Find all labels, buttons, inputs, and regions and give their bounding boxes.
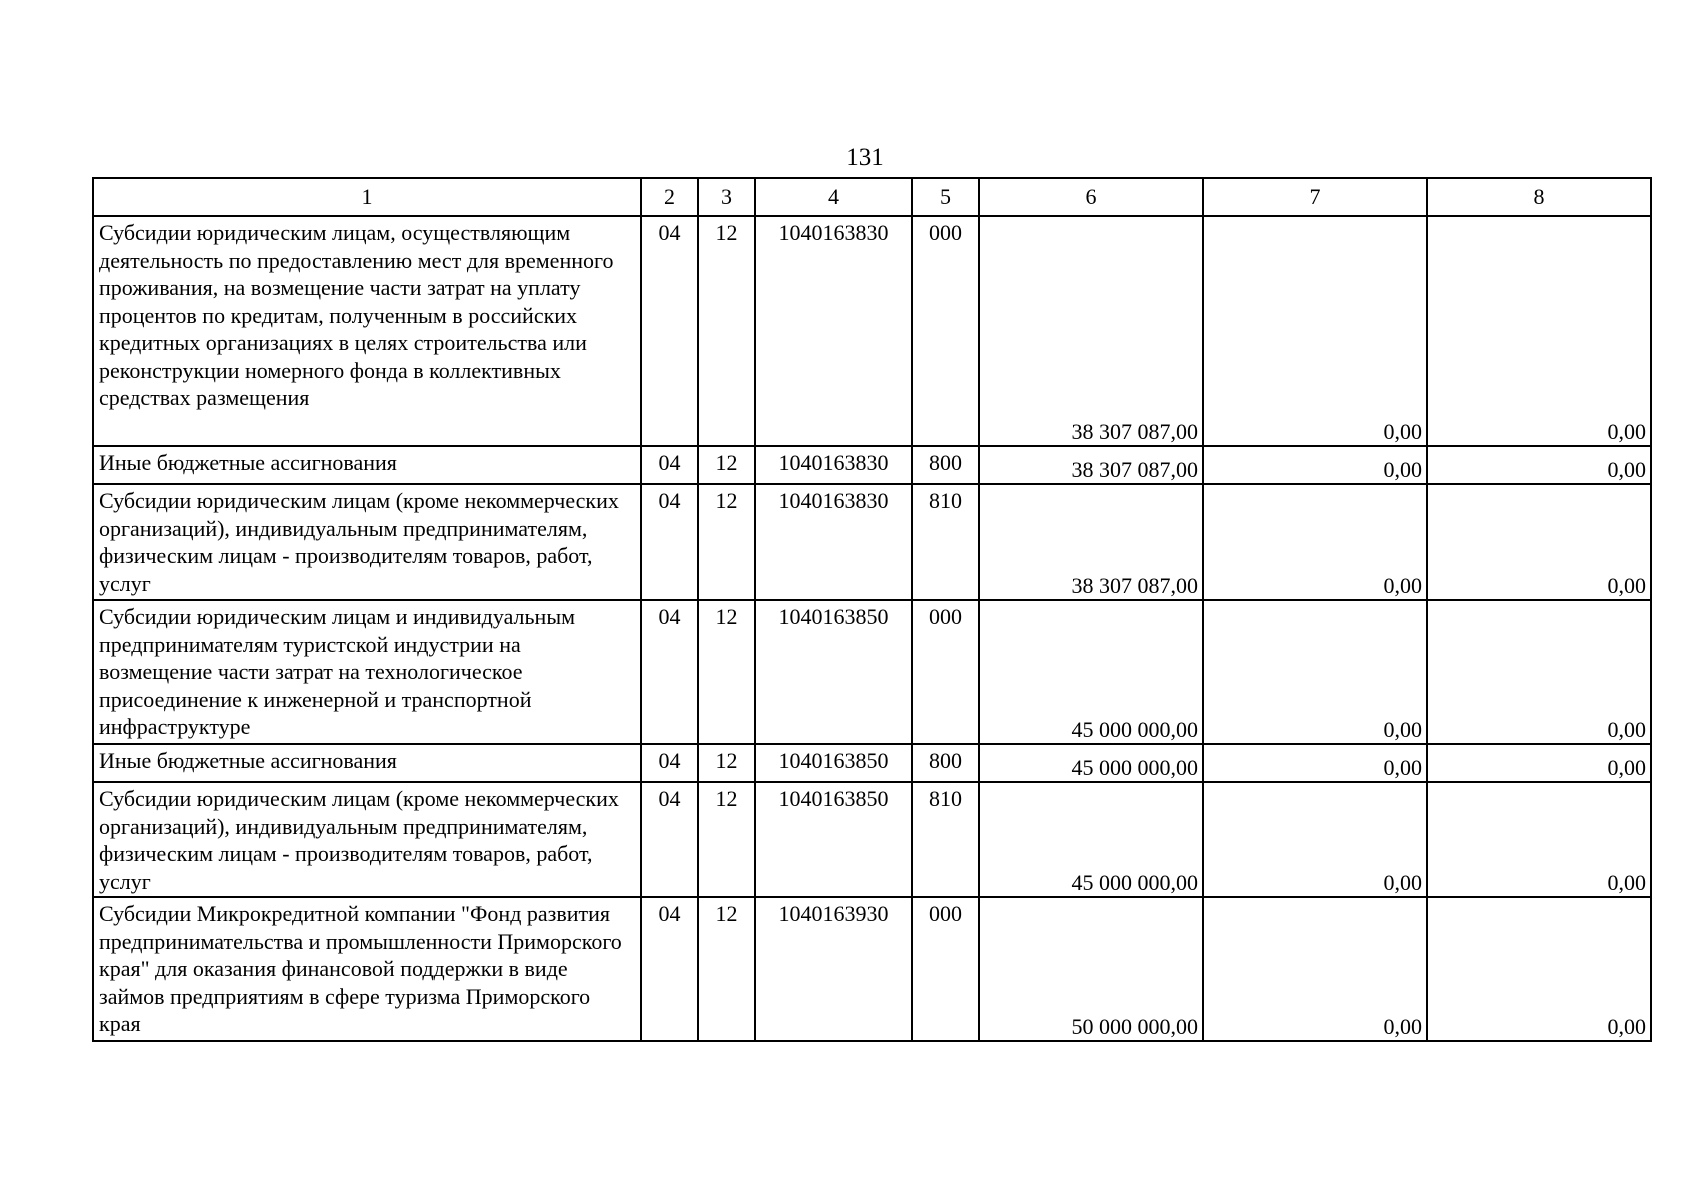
amount-col6: 38 307 087,00 <box>979 484 1203 600</box>
row-name: Субсидии юридическим лицам, осуществляющим деятельность по предоставлению мест для временного проживания, на возмещение части затрат на уплату процентов по кредитам, полученным в российских кредитных организациях в целях строительства или реконструкции номерного фонда в коллективных средствах размещения <box>93 216 641 446</box>
section-code: 04 <box>641 216 698 446</box>
amount-col8: 0,00 <box>1427 484 1651 600</box>
column-header: 4 <box>755 178 912 216</box>
budget-table <box>92 177 1652 1042</box>
amount-col8: 0,00 <box>1427 782 1651 897</box>
row-name: Иные бюджетные ассигнования <box>93 446 641 484</box>
subsection-code: 12 <box>698 216 755 446</box>
subsection-code: 12 <box>698 484 755 600</box>
amount-col6: 38 307 087,00 <box>979 216 1203 446</box>
page-number: 131 <box>846 144 884 171</box>
table-row <box>93 216 1651 446</box>
table-row <box>93 446 1651 484</box>
expense-type-code: 000 <box>912 897 979 1041</box>
column-header: 2 <box>641 178 698 216</box>
target-article-code: 1040163830 <box>755 446 912 484</box>
section-code: 04 <box>641 782 698 897</box>
row-name: Субсидии юридическим лицам (кроме некоммерческих организаций), индивидуальным предпринимателям, физическим лицам - производителям товаров, работ, услуг <box>93 782 641 897</box>
table-row <box>93 484 1651 600</box>
amount-col7: 0,00 <box>1203 216 1427 446</box>
target-article-code: 1040163830 <box>755 484 912 600</box>
subsection-code: 12 <box>698 897 755 1041</box>
column-header: 7 <box>1203 178 1427 216</box>
table-header-row <box>93 178 1651 216</box>
row-name: Субсидии юридическим лицам и индивидуальным предпринимателям туристской индустрии на возмещение части затрат на технологическое присоединение к инженерной и транспортной инфраструктуре <box>93 600 641 744</box>
expense-type-code: 800 <box>912 744 979 782</box>
section-code: 04 <box>641 744 698 782</box>
section-code: 04 <box>641 484 698 600</box>
expense-type-code: 800 <box>912 446 979 484</box>
expense-type-code: 810 <box>912 484 979 600</box>
amount-col8: 0,00 <box>1427 897 1651 1041</box>
target-article-code: 1040163830 <box>755 216 912 446</box>
table-row <box>93 600 1651 744</box>
amount-col8: 0,00 <box>1427 446 1651 484</box>
column-header: 1 <box>93 178 641 216</box>
target-article-code: 1040163850 <box>755 744 912 782</box>
section-code: 04 <box>641 897 698 1041</box>
amount-col6: 45 000 000,00 <box>979 600 1203 744</box>
amount-col6: 50 000 000,00 <box>979 897 1203 1041</box>
expense-type-code: 000 <box>912 216 979 446</box>
amount-col8: 0,00 <box>1427 744 1651 782</box>
column-header: 5 <box>912 178 979 216</box>
table-row <box>93 744 1651 782</box>
row-name: Субсидии юридическим лицам (кроме некоммерческих организаций), индивидуальным предпринимателям, физическим лицам - производителям товаров, работ, услуг <box>93 484 641 600</box>
amount-col7: 0,00 <box>1203 446 1427 484</box>
column-header: 3 <box>698 178 755 216</box>
section-code: 04 <box>641 600 698 744</box>
section-code: 04 <box>641 446 698 484</box>
amount-col6: 45 000 000,00 <box>979 782 1203 897</box>
amount-col6: 45 000 000,00 <box>979 744 1203 782</box>
column-header: 6 <box>979 178 1203 216</box>
table-row <box>93 897 1651 1041</box>
amount-col7: 0,00 <box>1203 744 1427 782</box>
row-name: Иные бюджетные ассигнования <box>93 744 641 782</box>
target-article-code: 1040163850 <box>755 600 912 744</box>
amount-col7: 0,00 <box>1203 897 1427 1041</box>
subsection-code: 12 <box>698 782 755 897</box>
column-header: 8 <box>1427 178 1651 216</box>
amount-col6: 38 307 087,00 <box>979 446 1203 484</box>
amount-col8: 0,00 <box>1427 216 1651 446</box>
amount-col7: 0,00 <box>1203 600 1427 744</box>
amount-col8: 0,00 <box>1427 600 1651 744</box>
subsection-code: 12 <box>698 446 755 484</box>
subsection-code: 12 <box>698 600 755 744</box>
amount-col7: 0,00 <box>1203 484 1427 600</box>
target-article-code: 1040163930 <box>755 897 912 1041</box>
target-article-code: 1040163850 <box>755 782 912 897</box>
table-row <box>93 782 1651 897</box>
amount-col7: 0,00 <box>1203 782 1427 897</box>
expense-type-code: 000 <box>912 600 979 744</box>
row-name: Субсидии Микрокредитной компании "Фонд развития предпринимательства и промышленности Приморского края" для оказания финансовой поддержки в виде займов предприятиям в сфере туризма Приморского края <box>93 897 641 1041</box>
subsection-code: 12 <box>698 744 755 782</box>
expense-type-code: 810 <box>912 782 979 897</box>
